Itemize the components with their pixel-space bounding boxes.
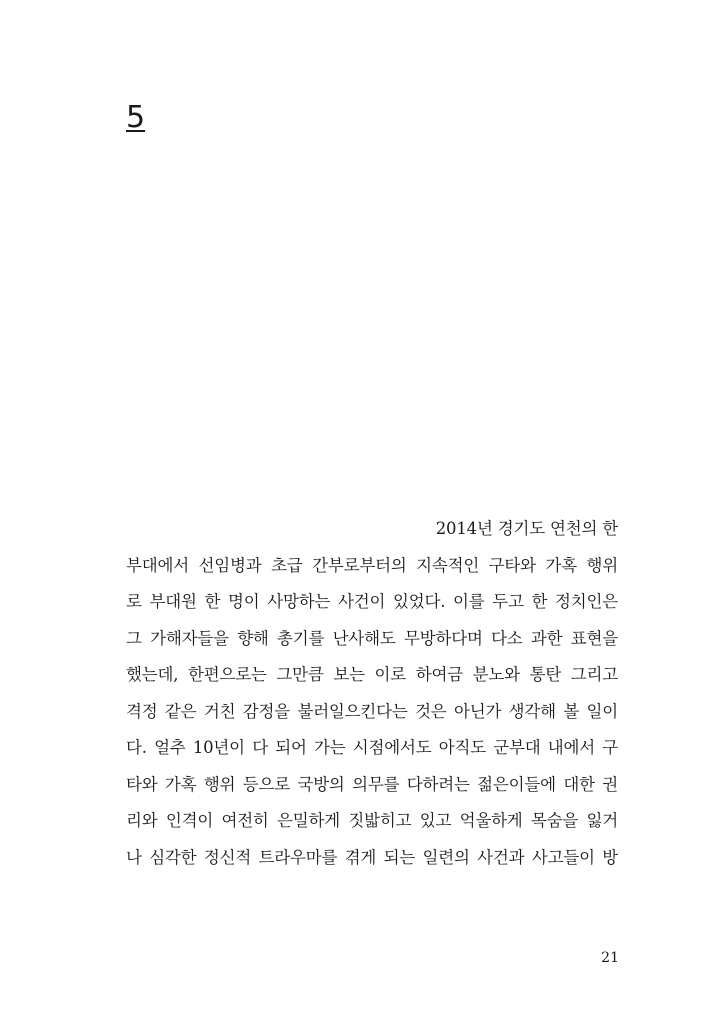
paragraph-line: 나 심각한 정신적 트라우마를 겪게 되는 일련의 사건과 사고들이 방	[126, 847, 618, 867]
page-number: 21	[601, 950, 619, 966]
paragraph-line: 부대에서 선임병과 초급 간부로부터의 지속적인 구타와 가혹 행위	[126, 555, 618, 575]
body-paragraph	[126, 511, 618, 876]
paragraph-line: 그 가해자들을 향해 총기를 난사해도 무방하다며 다소 과한 표현을	[126, 628, 618, 648]
paragraph-line: 했는데, 한편으로는 그만큼 보는 이로 하여금 분노와 통탄 그리고	[126, 665, 618, 684]
paragraph-line: 2014년 경기도 연천의 한	[435, 519, 618, 538]
paragraph-line: 리와 인격이 여전히 은밀하게 짓밟히고 있고 억울하게 목숨을 잃거	[126, 811, 618, 830]
paragraph-line: 타와 가혹 행위 등으로 국방의 의무를 다하려는 젊은이들에 대한 권	[126, 774, 618, 794]
paragraph-line: 로 부대원 한 명이 사망하는 사건이 있었다. 이를 두고 한 정치인은	[126, 592, 618, 611]
paragraph-line: 다. 얼추 10년이 다 되어 가는 시점에서도 아직도 군부대 내에서 구	[126, 738, 618, 757]
chapter-number: 5	[126, 100, 146, 135]
paragraph-line: 격정 같은 거친 감정을 불러일으킨다는 것은 아닌가 생각해 볼 일이	[126, 701, 618, 721]
